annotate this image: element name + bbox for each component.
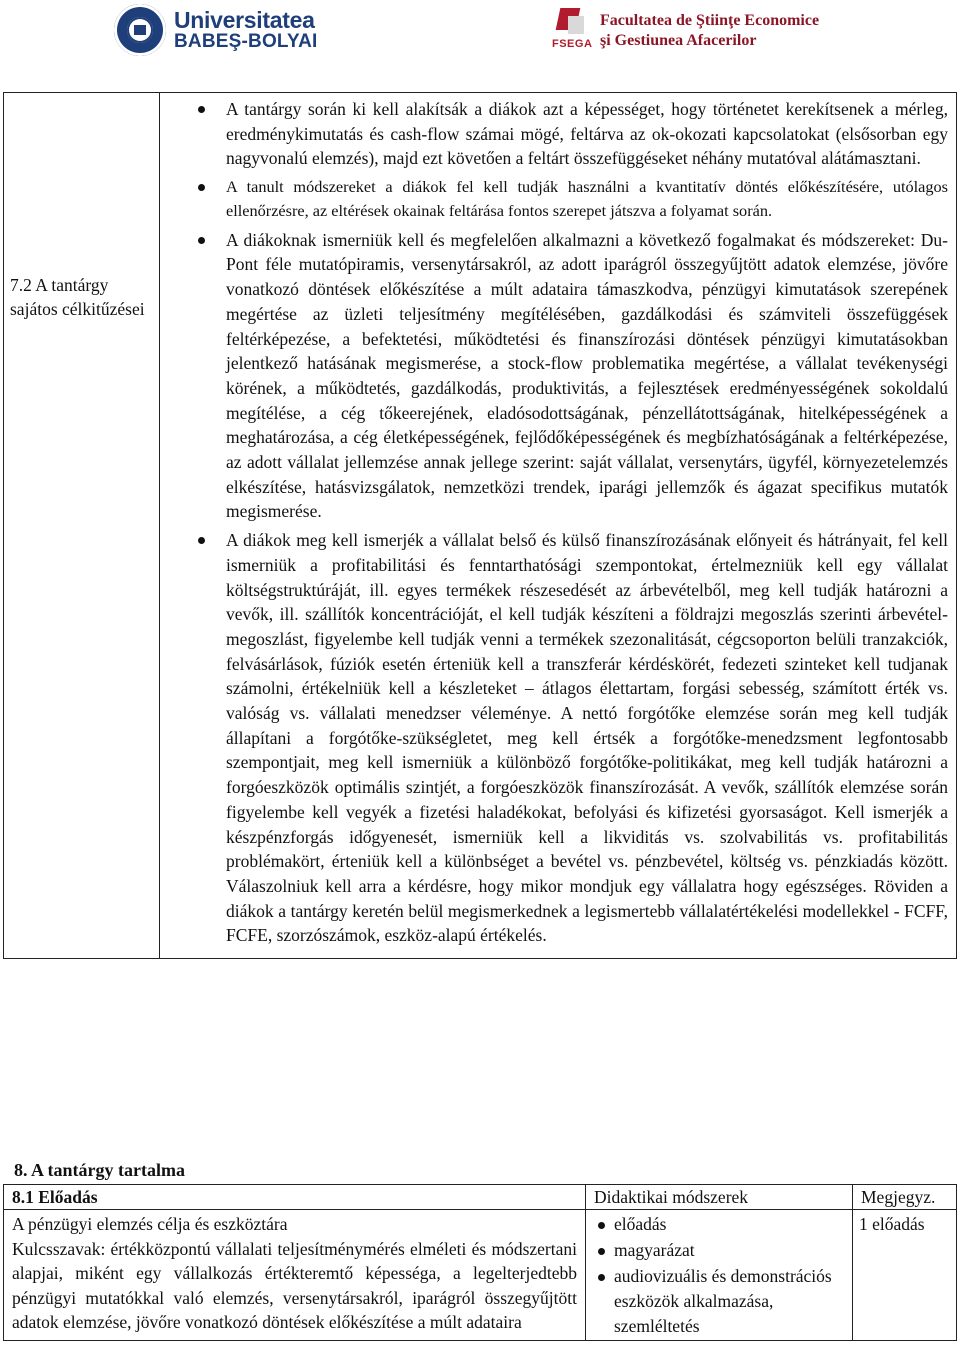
objectives-table bbox=[3, 92, 957, 959]
table-header-row bbox=[4, 1185, 957, 1210]
lecture-topic-title: A pénzügyi elemzés célja és eszköztára bbox=[12, 1214, 288, 1234]
university-seal-icon bbox=[114, 4, 166, 56]
table-row bbox=[4, 1210, 957, 1341]
faculty-name-line1: Facultatea de Ştiinţe Economice bbox=[600, 12, 820, 29]
objective-item: A diákoknak ismerniük kell és megfelelően alkalmazni a következő fogalmakat és módszereket: Du-Pont féle mutatópiramis, versenytársakról, az adott iparágról összegyűjtött adatok elemzése, jövőre vonatkozó döntések előkészítése a múlt adataira támaszkodva, pénzügyi kimutatások szerepének megértése az üzleti teljesítmény megítélésében, gazdálkodási és számviteli összefüggések feltérképezése, a befektetési, működtetési és finanszírozási döntések pénzügyi kimutatásokban jelentkező hatásának megismerése, a stock-flow problematika megértése, a vállalat tevékenységi körének, a működtetés, gazdálkodás, produktivitás, a fejlesztések eredményességének sokoldalú megítélése, a cég tőkeerejének, eladósodottságának, pénzellátottságának, hitelképességének a meghatározása, a cég életképességének, fejlődőképességének és megbízhatóságának a feltérképezése, az adott vállalat jellemzése annak jellege szerint: saját vállalat, versenytárs, ügyfél, környezetelemzés elkészítése, hatásvizsgálatok, nemzetközi trendek, iparági jellemzők és ágazat specifikus mutatók megismerése. bbox=[226, 228, 948, 524]
university-name-line1: Universitatea bbox=[174, 7, 315, 33]
faculty-mark-icon bbox=[552, 6, 592, 56]
objective-item: A diákok meg kell ismerjék a vállalat belső és külső finanszírozásának előnyeit és hátrányait, fel kell ismerniük a profitabilitási és fenntarthatósági szempontokat, értelmezniük kell egy vállalat költségstruktúráját, ill. egyes termékek részesedését az árbevételből, meg kell tudják határozni a vevők, ill. szállítók koncentrációját, el kell tudják készíteni a földrajzi megoszlás szerinti árbevétel-megoszlást, figyelembe kell tudják venni a termékek szezonalitását, cégcsoporton belüli tranzakciók, felvásárlások, fúziók esetén érteniük kell a transzferár kérdéskörét, fedezeti szinteket kell tudjanak számolni, értékelniük kell a készleteket – átlagos élettartam, forgási sebesség, számított érték vs. valóság vs. vállalati menedzser véleménye. A nettó forgótőke elemzése során meg kell tudják állapítani a forgótőke-szükségletet, meg kell értsék a forgótőke-menedzsment legfontosabb szempontjait, meg kell ismerniük a különböző forgótőke-politikákat, meg kell tudják határozni a forgóeszközök optimális szintjét, a forgóeszközök finanszírozását. A vevők, szállítók elemzése során figyelembe kell vegyék a fizetési haladékokat, befolyási és kifizetési gyorsaságot. Kell ismerjék a készpénzforgás időgyenesét, ismerniük kell a likviditás vs. szolvabilitás vs. profitabilitás problémakört, érteniük kell a különbséget a bevétel vs. pénzbevétel, költség vs. pénzkiadás között. Válaszolniuk kell arra a kérdésre, hogy mikor mondjuk egy vállalatra hogy egészséges. Röviden a diákok a tantárgy keretén belül megismerkednek a legismertebb vállalatértékelési modellekkel - FCFF, FCFE, szorzószámok, eszköz-alapú értékelés. bbox=[226, 528, 948, 948]
objectives-list bbox=[160, 97, 948, 948]
faculty-short-name: FSEGA bbox=[552, 38, 593, 50]
objective-item: A tantárgy során ki kell alakítsák a diákok azt a képességet, hogy történetet kerekítsenek a mérleg, eredménykimutatás és cash-flow számai mögé, feltárva az ok-okozati kapcsolatokat (elsősorban egy nagyvonalú elemzés), majd ezt követően a feltárt összefüggéseket néhány mutatóval alátámasztani. bbox=[226, 97, 948, 171]
objective-item: A tanult módszereket a diákok fel kell tudják használni a kvantitatív döntés előkészítésére, utólagos ellenőrzésre, az eltérések okainak feltárása fontos szerepet játszva a folyamat során. bbox=[226, 175, 948, 224]
faculty-name-line2: şi Gestiunea Afacerilor bbox=[600, 32, 757, 49]
lecture-note: 1 előadás bbox=[853, 1210, 957, 1341]
objectives-content bbox=[160, 93, 957, 959]
faculty-logo bbox=[552, 6, 819, 56]
methods-list bbox=[592, 1212, 846, 1339]
ubb-logo bbox=[114, 4, 318, 56]
method-item: magyarázat bbox=[614, 1238, 846, 1263]
section-title: 8. A tantárgy tartalma bbox=[14, 1160, 185, 1180]
method-item: audiovizuális és demonstrációs eszközök alkalmazása, szemléltetés bbox=[614, 1264, 846, 1339]
university-name-line2: BABEŞ-BOLYAI bbox=[174, 31, 318, 52]
column-header-notes: Megjegyz. bbox=[853, 1185, 957, 1210]
lecture-keywords: Kulcsszavak: értékközpontú vállalati teljesítménymérés elméleti és módszertani alapjai, miként egy vállalkozás értékteremtő képességa, a legelterjedtebb pénzügyi mutatókkal való elemzés, versenytársakról, iparágról összegyűjtött adatok elemzése, jövőre vonatkozó döntések előkészítése a múlt adataira bbox=[12, 1238, 577, 1333]
objectives-label: 7.2 A tantárgy sajátos célkitűzései bbox=[4, 93, 160, 959]
column-header-lecture: 8.1 Előadás bbox=[12, 1187, 98, 1207]
course-content-table bbox=[3, 1184, 957, 1341]
page-header bbox=[0, 0, 960, 62]
method-item: előadás bbox=[614, 1212, 846, 1237]
column-header-methods: Didaktikai módszerek bbox=[586, 1185, 853, 1210]
